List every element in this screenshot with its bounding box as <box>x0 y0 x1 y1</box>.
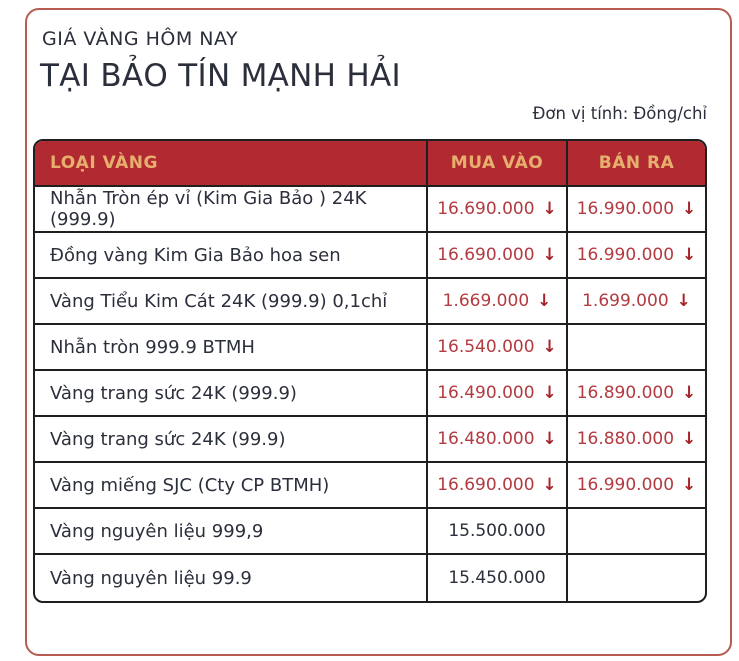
column-header-gold-type: LOẠI VÀNG <box>35 141 428 187</box>
buy-price-value: 16.690.000 <box>437 475 535 495</box>
down-arrow-icon: ↓ <box>537 291 552 311</box>
down-arrow-icon: ↓ <box>682 199 697 219</box>
buy-price-cell <box>428 371 568 417</box>
gold-type-cell: Vàng Tiểu Kim Cát 24K (999.9) 0,1chỉ <box>35 279 428 325</box>
down-arrow-icon: ↓ <box>542 199 557 219</box>
gold-type-cell: Nhẫn Tròn ép vỉ (Kim Gia Bảo ) 24K (999.9) <box>35 187 428 233</box>
down-arrow-icon: ↓ <box>682 383 697 403</box>
buy-price-value: 15.500.000 <box>448 521 546 541</box>
sell-price-value: 16.990.000 <box>576 199 675 219</box>
gold-type-cell: Vàng trang sức 24K (999.9) <box>35 371 428 417</box>
buy-price-cell <box>428 463 568 509</box>
gold-type-cell: Vàng nguyên liệu 99.9 <box>35 555 428 601</box>
gold-type-cell: Đồng vàng Kim Gia Bảo hoa sen <box>35 233 428 279</box>
sell-price-cell <box>568 555 705 601</box>
buy-price-cell <box>428 279 568 325</box>
sell-price-value: 16.990.000 <box>576 245 675 265</box>
down-arrow-icon: ↓ <box>542 383 557 403</box>
column-header-sell: BÁN RA <box>568 141 705 187</box>
buy-price-cell <box>428 233 568 279</box>
page-title: TẠI BẢO TÍN MẠNH HẢI <box>40 58 401 94</box>
buy-price-cell <box>428 187 568 233</box>
down-arrow-icon: ↓ <box>682 429 697 449</box>
table-row <box>35 187 705 233</box>
unit-label: Đơn vị tính: Đồng/chỉ <box>532 104 707 123</box>
down-arrow-icon: ↓ <box>542 475 557 495</box>
table-row <box>35 509 705 555</box>
down-arrow-icon: ↓ <box>676 291 691 311</box>
buy-price-value: 16.690.000 <box>437 199 535 219</box>
down-arrow-icon: ↓ <box>542 245 557 265</box>
buy-price-value: 16.540.000 <box>437 337 535 357</box>
buy-price-value: 1.669.000 <box>442 291 530 311</box>
sell-price-cell <box>568 417 705 463</box>
sell-price-cell <box>568 233 705 279</box>
sell-price-value: 16.880.000 <box>576 429 675 449</box>
gold-price-card <box>25 8 732 656</box>
sell-price-cell <box>568 187 705 233</box>
table-row <box>35 325 705 371</box>
sell-price-cell <box>568 279 705 325</box>
down-arrow-icon: ↓ <box>682 475 697 495</box>
down-arrow-icon: ↓ <box>542 337 557 357</box>
sell-price-cell <box>568 325 705 371</box>
buy-price-value: 16.690.000 <box>437 245 535 265</box>
buy-price-value: 15.450.000 <box>448 568 546 588</box>
sell-price-value: 16.990.000 <box>576 475 675 495</box>
sell-price-cell <box>568 371 705 417</box>
table-header-row <box>35 141 705 187</box>
gold-type-cell: Vàng nguyên liệu 999,9 <box>35 509 428 555</box>
column-header-buy: MUA VÀO <box>428 141 568 187</box>
gold-type-cell: Nhẫn tròn 999.9 BTMH <box>35 325 428 371</box>
buy-price-cell <box>428 509 568 555</box>
table-row <box>35 417 705 463</box>
down-arrow-icon: ↓ <box>682 245 697 265</box>
table-row <box>35 233 705 279</box>
sell-price-value: 1.699.000 <box>582 291 669 311</box>
gold-type-cell: Vàng trang sức 24K (99.9) <box>35 417 428 463</box>
sell-price-value: 16.890.000 <box>576 383 675 403</box>
sell-price-cell <box>568 463 705 509</box>
buy-price-value: 16.480.000 <box>437 429 535 449</box>
sell-price-cell <box>568 509 705 555</box>
table-row <box>35 371 705 417</box>
table-row <box>35 555 705 601</box>
buy-price-cell <box>428 555 568 601</box>
buy-price-cell <box>428 325 568 371</box>
table-row <box>35 279 705 325</box>
buy-price-value: 16.490.000 <box>437 383 535 403</box>
page-subtitle: GIÁ VÀNG HÔM NAY <box>42 28 239 50</box>
down-arrow-icon: ↓ <box>542 429 557 449</box>
table-row <box>35 463 705 509</box>
buy-price-cell <box>428 417 568 463</box>
gold-price-table <box>33 139 707 603</box>
gold-type-cell: Vàng miếng SJC (Cty CP BTMH) <box>35 463 428 509</box>
